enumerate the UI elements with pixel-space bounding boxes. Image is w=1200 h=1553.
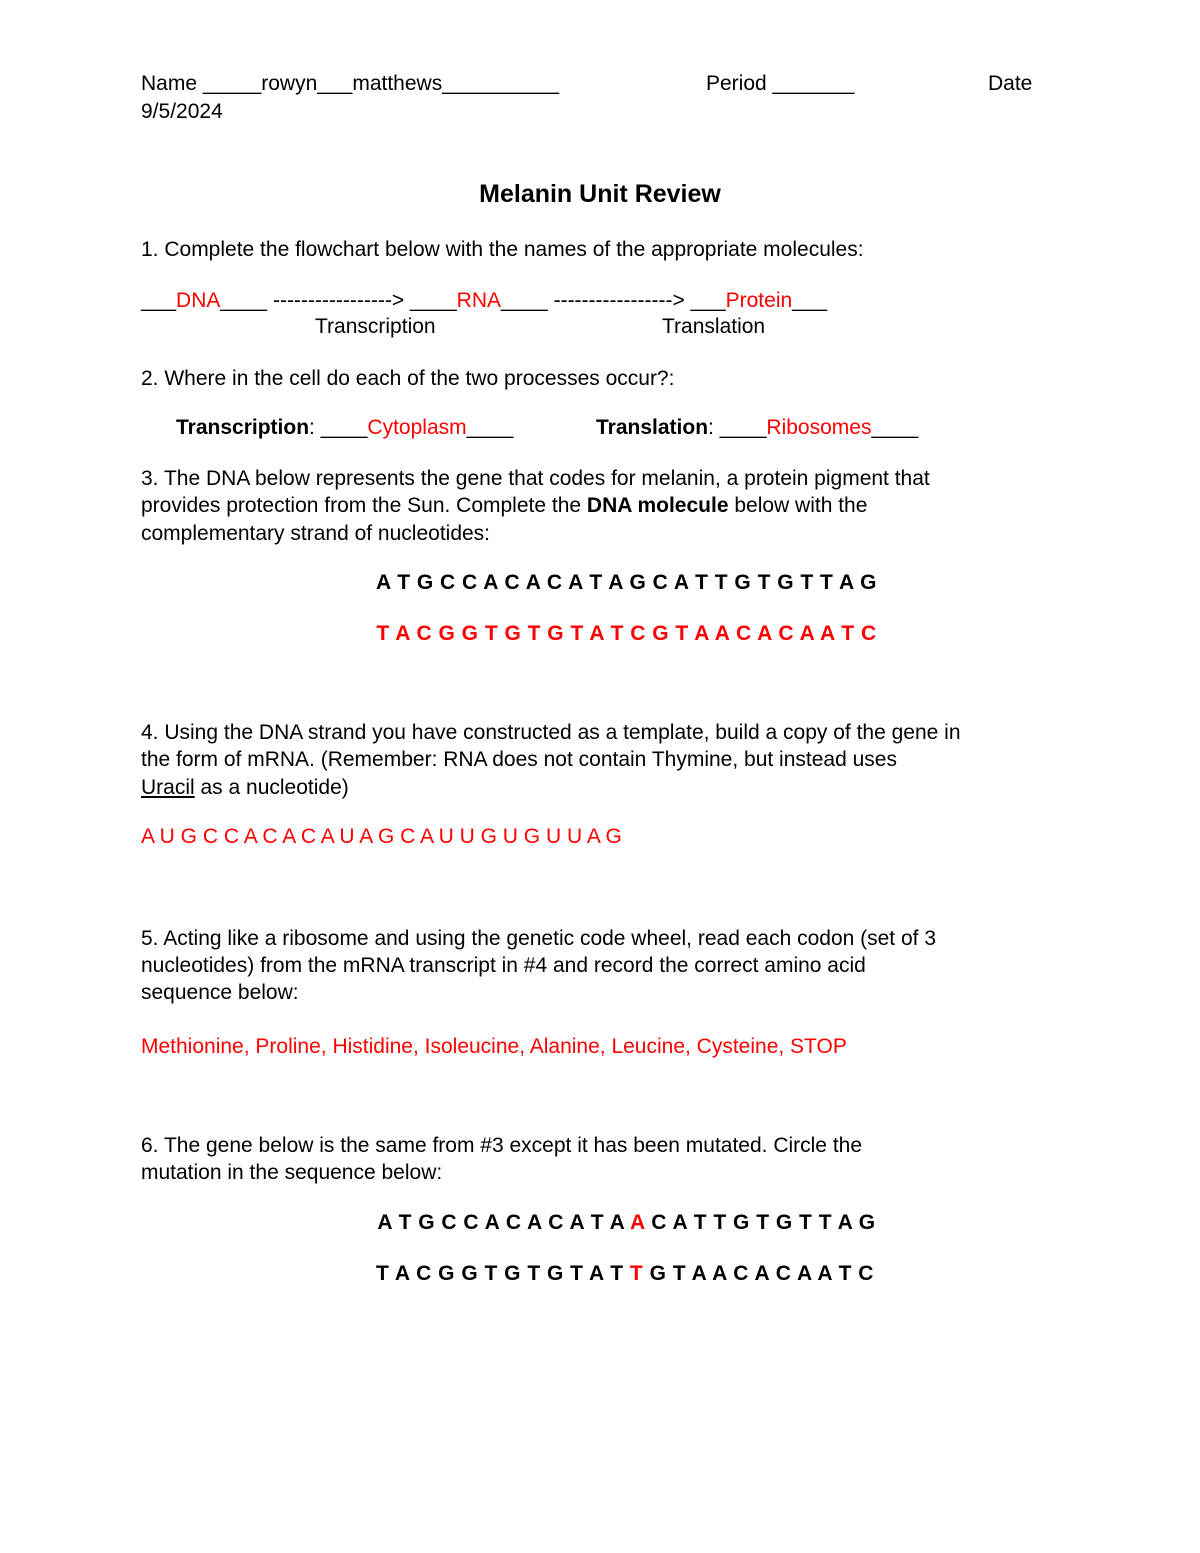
q1-answer-protein: Protein — [725, 289, 793, 312]
q1-prompt: 1. Complete the flowchart below with the names of the appropriate molecules: — [141, 238, 864, 261]
q1-label-transcription: Transcription — [315, 315, 436, 338]
arrow-icon: -----------------> — [272, 289, 405, 312]
q2-prompt: 2. Where in the cell do each of the two processes occur?: — [141, 367, 675, 390]
q4-prompt-line1: 4. Using the DNA strand you have constructed as a template, build a copy of the gene in — [141, 721, 961, 744]
q6-prompt-line2: mutation in the sequence below: — [141, 1161, 443, 1184]
arrow-icon: -----------------> — [553, 289, 685, 312]
q1-flowchart: ___DNA____ -----------------> ____RNA____ -----------------> ___Protein___ — [141, 289, 828, 312]
q3-prompt-line2: provides protection from the Sun. Complete the DNA molecule below with the — [141, 494, 868, 517]
student-last-name: matthews — [352, 72, 443, 95]
q3-answer-strand: T A C G G T G T G T A T C G T A A C A C A A T C — [376, 622, 877, 645]
student-first-name: rowyn — [261, 72, 318, 95]
q6-prompt-line1: 6. The gene below is the same from #3 except it has been mutated. Circle the — [141, 1134, 863, 1157]
q2-answer-cytoplasm: Cytoplasm — [367, 416, 467, 439]
q3-prompt-line3: complementary strand of nucleotides: — [141, 522, 491, 545]
q1-answer-dna: DNA — [176, 289, 221, 312]
date-label: Date — [988, 72, 1033, 95]
q6-mutated-strand-2: T A C G G T G T G T A T T G T A A C A C A A T C — [376, 1262, 874, 1285]
q6-mutated-strand-1: A T G C C A C A C A T A A C A T T G T G T T A G — [377, 1211, 876, 1234]
date-value: 9/5/2024 — [141, 100, 223, 123]
q5-prompt-line3: sequence below: — [141, 981, 299, 1004]
q5-prompt-line2: nucleotides) from the mRNA transcript in #4 and record the correct amino acid — [141, 954, 866, 977]
name-field: Name _____rowyn___matthews__________ — [141, 72, 559, 95]
q5-prompt-line1: 5. Acting like a ribosome and using the genetic code wheel, read each codon (set of 3 — [141, 927, 937, 950]
q6-mutation-1: A — [630, 1211, 645, 1234]
q1-answer-rna: RNA — [456, 289, 502, 312]
q4-prompt-line3: Uracil as a nucleotide) — [141, 776, 349, 799]
q5-answer-amino-acids: Methionine, Proline, Histidine, Isoleucine, Alanine, Leucine, Cysteine, STOP — [141, 1035, 847, 1058]
q2-transcription-answer: Transcription: ____Cytoplasm____ — [176, 416, 514, 439]
q4-prompt-line2: the form of mRNA. (Remember: RNA does not contain Thymine, but instead uses — [141, 748, 897, 771]
q1-label-translation: Translation — [662, 315, 766, 338]
page-title: Melanin Unit Review — [479, 180, 721, 208]
q3-prompt-line1: 3. The DNA below represents the gene that codes for melanin, a protein pigment that — [141, 467, 930, 490]
q6-mutation-2: T — [629, 1262, 644, 1285]
q4-answer-mrna: A U G C C A C A C A U A G C A U U G U G U U A G — [141, 825, 622, 848]
q2-answer-ribosomes: Ribosomes — [766, 416, 872, 439]
q2-translation-answer: Translation: ____Ribosomes____ — [596, 416, 919, 439]
q3-template-strand: A T G C C A C A C A T A G C A T T G T G T T A G — [375, 571, 877, 594]
period-field: Period _______ — [706, 72, 855, 95]
